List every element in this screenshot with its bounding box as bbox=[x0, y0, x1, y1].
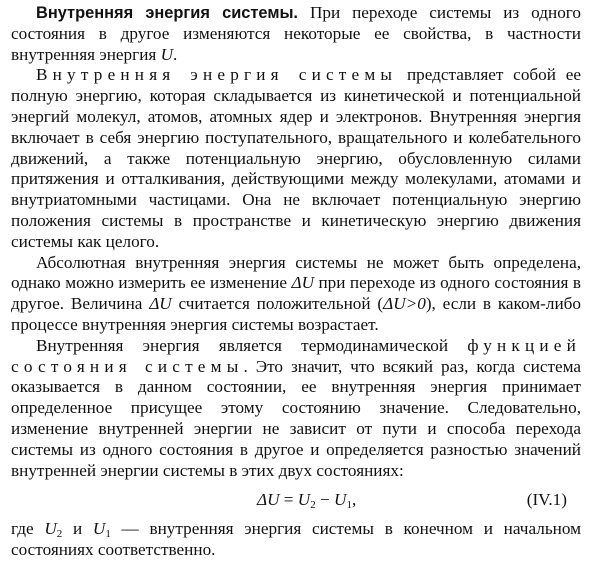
equation-number: (IV.1) bbox=[526, 490, 567, 510]
paragraph-absolute-energy: Абсолютная внутренняя энергия системы не может быть определена, однако можно измерить ее изменение ΔU при переходе из одного состояния в другое. Величина ΔU считается положительной (ΔU>0), если в каком-либо процессе внутренняя энергия системы возрастает. bbox=[11, 252, 582, 334]
paragraph-closing: где $U_2$ и $U_1$ — внутренняя энергия системы в конечном и начальном состояниях соответственно. bbox=[11, 519, 581, 560]
symbol-delta-u: ΔU bbox=[291, 273, 315, 293]
symbol-u2: U bbox=[44, 519, 57, 539]
symbol-delta-u-positive: ΔU>0 bbox=[383, 294, 426, 314]
equation-block bbox=[11, 481, 581, 519]
section-heading: Внутренняя энергия системы. bbox=[36, 4, 298, 22]
paragraph-state-function: Внутренняя энергия является термодинамической функцией состояния системы. Это значит, что всякий раз, когда система оказывается в данном состоянии, ее внутренняя энергия принимает определенное присущее этому состоянию значение. Следовательно, изменение внутренней энергии не зависит от пути и способа перехода системы из одного состояния в другое и определяется разностью значений внутренней энергии системы в этих двух состояниях: bbox=[11, 335, 581, 480]
paragraph-text: представляет собой ее полную энергию, которая складывается из кинетической и потенциальной энергий молекул, атомов, атомных ядер и электронов. Внутренняя энергия включает в себя энергию поступательного, вращательного и колебательного движений, а также потенциальную энергию, обусловленную силами притяжения и отталкивания, действующими между молекулами, атомами и внутриатомными частицами. Она не включает потенциальную энергию положения системы в пространстве и кинетическую энергию движения системы как целого. bbox=[11, 65, 581, 251]
symbol-u: U bbox=[160, 44, 174, 64]
equation: $\Delta U = U_2 - U_1$, bbox=[257, 490, 357, 512]
paragraph-intro: Внутренняя энергия системы. При переходе системы из одного состояния в другое изменяются некоторые ее свойства, в частности внутренняя энергия U. bbox=[11, 3, 582, 64]
symbol-delta-u: ΔU bbox=[149, 294, 172, 314]
spaced-term: Внутренняя энергия системы bbox=[36, 65, 398, 85]
paragraph-definition bbox=[11, 65, 581, 252]
spaced-term: функцией состояния системы bbox=[11, 335, 581, 376]
symbol-u1: U bbox=[92, 519, 106, 539]
paragraph-text: При переходе системы из одного состояния в другое изменяются некоторые ее свойства, в частности внутренняя энергия bbox=[11, 3, 582, 64]
